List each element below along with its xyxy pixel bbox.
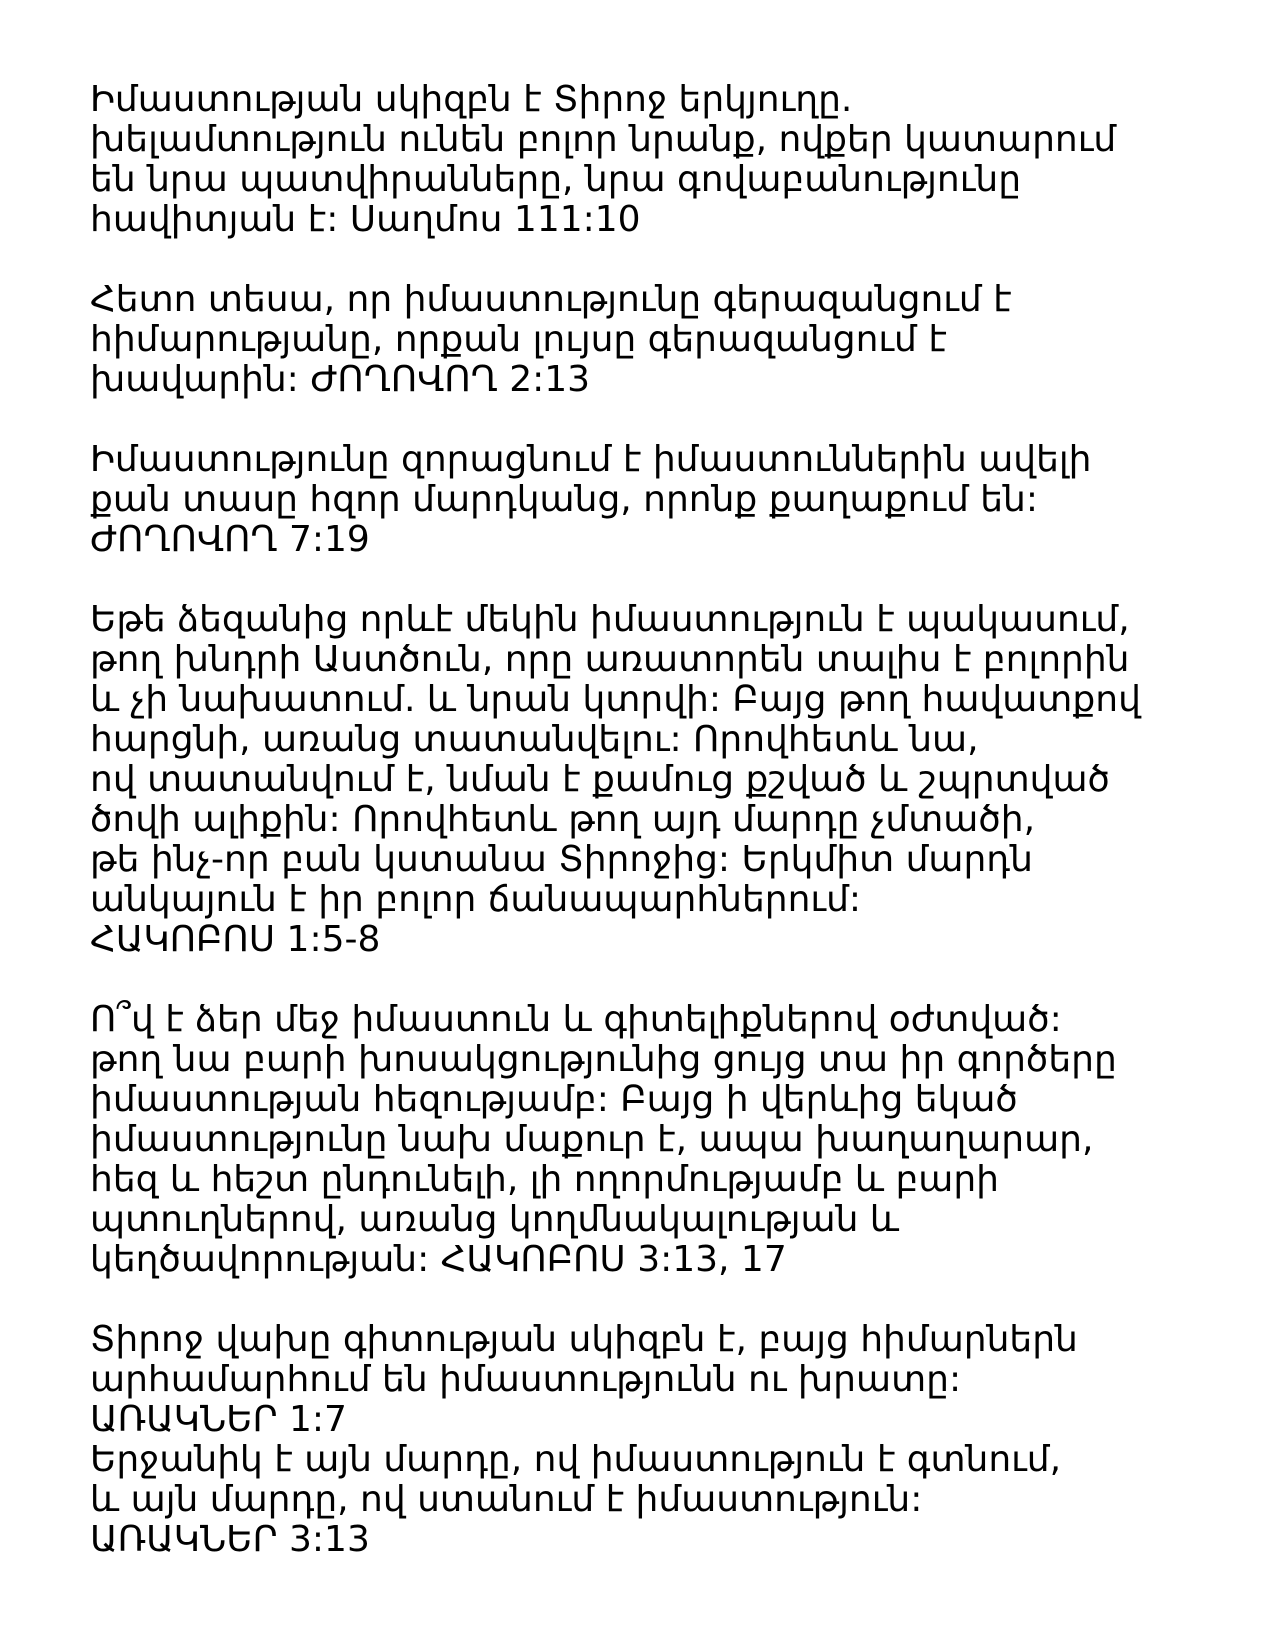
- text-line: Տիրոջ վախը գիտության սկիզբն է, բայց հիմարներն: [90, 1319, 1078, 1360]
- paragraph-psalm-111-10: [90, 80, 1240, 240]
- text-line: հարցնի, առանց տատանվելու: Որովհետև նա,: [90, 719, 979, 760]
- text-line: հեզ և հեշտ ընդունելի, լի ողորմությամբ և բարի: [90, 1159, 999, 1200]
- text-line: թող նա բարի խոսակցությունից ցույց տա իր գործերը: [90, 1039, 1117, 1080]
- text-line: ԱՌԱԿՆԵՐ 3:13: [90, 1519, 370, 1560]
- text-line: իմաստության հեզությամբ: Բայց ի վերևից եկած: [90, 1079, 1018, 1120]
- text-line: Եթե ձեզանից որևէ մեկին իմաստություն է պակասում,: [90, 599, 1130, 640]
- text-line: և չի նախատում. և նրան կտրվի: Բայց թող հավատքով: [90, 679, 1141, 720]
- document-page: [90, 80, 1240, 1560]
- text-line: արհամարհում են իմաստությունն ու խրատը:: [90, 1359, 962, 1400]
- paragraph-ecclesiastes-7-19: [90, 440, 1240, 560]
- text-line: ԺՈՂՈՎՈՂ 7:19: [90, 519, 370, 560]
- text-line: Իմաստությունը զորացնում է իմաստուններին ավելի: [90, 439, 1092, 480]
- paragraph-james-1-5-8: [90, 600, 1240, 960]
- text-line: Ո՞վ է ձեր մեջ իմաստուն և գիտելիքներով օժտված:: [90, 999, 1062, 1040]
- text-line: քան տասը հզոր մարդկանց, որոնք քաղաքում են:: [90, 479, 1039, 520]
- text-line: հավիտյան է: Սաղմոս 111:10: [90, 199, 641, 240]
- paragraph-proverbs: [90, 1320, 1240, 1560]
- text-line: հիմարությանը, որքան լույսը գերազանցում է: [90, 319, 947, 360]
- text-line: են նրա պատվիրանները, նրա գովաբանությունը: [90, 159, 1022, 200]
- text-line: ծովի ալիքին: Որովհետև թող այդ մարդը չմտածի,: [90, 799, 1036, 840]
- text-line: ով տատանվում է, նման է քամուց քշված և շպրտված: [90, 759, 1110, 800]
- text-line: և այն մարդը, ով ստանում է իմաստություն:: [90, 1479, 923, 1520]
- text-line: Երջանիկ է այն մարդը, ով իմաստություն է գտնում,: [90, 1439, 1062, 1480]
- text-line: ԱՌԱԿՆԵՐ 1:7: [90, 1399, 347, 1440]
- text-line: Հետո տեսա, որ իմաստությունը գերազանցում է: [90, 279, 1012, 320]
- text-line: ՀԱԿՈԲՈՍ 1:5-8: [90, 919, 381, 960]
- text-line: թող խնդրի Աստծուն, որը առատորեն տալիս է բոլորին: [90, 639, 1130, 680]
- text-line: խավարին: ԺՈՂՈՎՈՂ 2:13: [90, 359, 591, 400]
- text-line: խելամտություն ունեն բոլոր նրանք, ովքեր կատարում: [90, 119, 1117, 160]
- text-line: իմաստությունը նախ մաքուր է, ապա խաղաղարար,: [90, 1119, 1094, 1160]
- text-line: Իմաստության սկիզբն է Տիրոջ երկյուղը.: [90, 79, 853, 120]
- paragraph-ecclesiastes-2-13: [90, 280, 1240, 400]
- text-line: պտուղներով, առանց կողմնակալության և: [90, 1199, 900, 1240]
- text-line: կեղծավորության: ՀԱԿՈԲՈՍ 3:13, 17: [90, 1239, 787, 1280]
- text-line: թե ինչ-որ բան կստանա Տիրոջից: Երկմիտ մարդն: [90, 839, 1033, 880]
- paragraph-james-3-13-17: [90, 1000, 1240, 1280]
- text-line: անկայուն է իր բոլոր ճանապարհներում:: [90, 879, 862, 920]
